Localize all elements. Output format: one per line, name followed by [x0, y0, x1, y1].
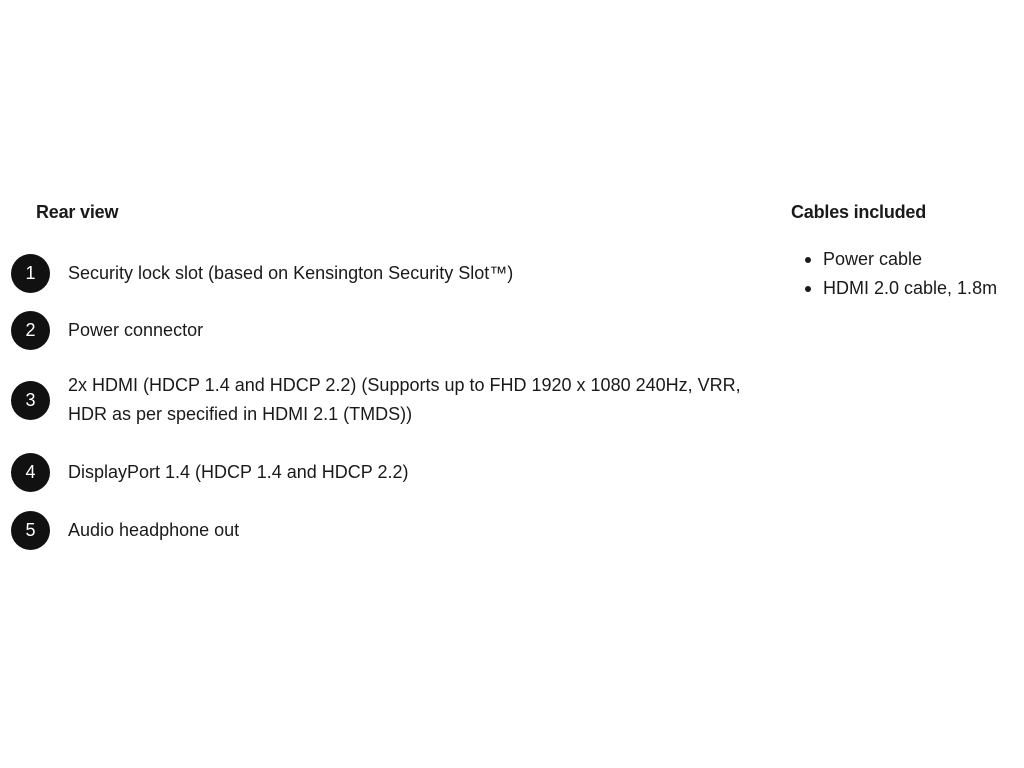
number-badge: 5 — [11, 511, 50, 550]
rear-view-item-security-lock — [11, 254, 513, 293]
cable-item-text: HDMI 2.0 cable, 1.8m — [823, 278, 998, 298]
number-badge: 2 — [11, 311, 50, 350]
number-badge: 1 — [11, 254, 50, 293]
rear-view-item-text: DisplayPort 1.4 (HDCP 1.4 and HDCP 2.2) — [68, 462, 409, 482]
rear-view-item-power-connector — [11, 311, 203, 350]
rear-view-item-text: Security lock slot (based on Kensington Security Slot™) — [68, 263, 514, 283]
cable-item-text: Power cable — [823, 249, 923, 269]
cables-included-heading: Cables included — [791, 202, 927, 222]
number-badge: 3 — [11, 381, 50, 420]
list-item — [805, 245, 997, 274]
cables-included-list — [805, 245, 997, 303]
list-item — [805, 274, 997, 303]
rear-view-item-text: Audio headphone out — [68, 520, 240, 540]
rear-view-item-audio-out — [11, 511, 239, 550]
rear-view-item-text: Power connector — [68, 320, 204, 340]
rear-view-item-hdmi — [11, 371, 768, 429]
rear-view-item-text: 2x HDMI (HDCP 1.4 and HDCP 2.2) (Supports up to FHD 1920 x 1080 240Hz, VRR, HDR as per specified in HDMI 2.1 (TMDS)) — [68, 375, 741, 424]
rear-view-heading: Rear view — [36, 202, 119, 222]
bullet-icon — [805, 286, 811, 292]
number-badge: 4 — [11, 453, 50, 492]
bullet-icon — [805, 257, 811, 263]
rear-view-item-displayport — [11, 453, 408, 492]
